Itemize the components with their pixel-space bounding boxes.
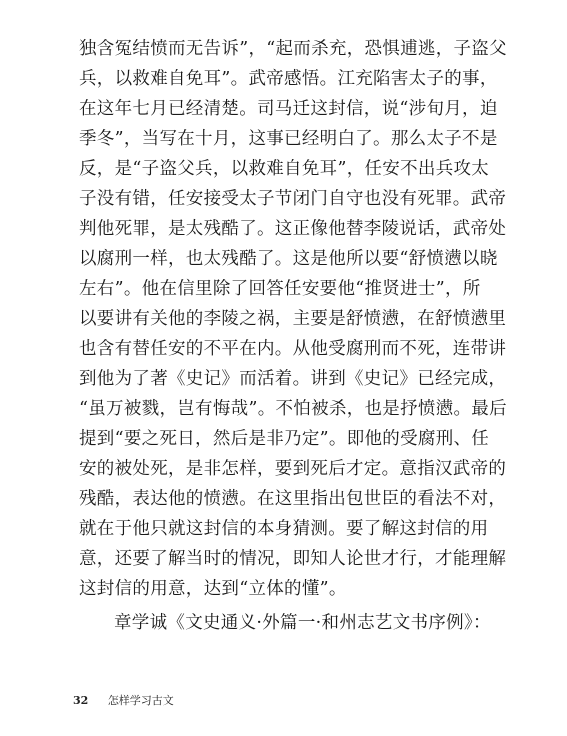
text-line: 这封信的用意，达到“立体的懂”。 bbox=[79, 579, 347, 599]
text-line: 到他为了著《史记》而活着。讲到《史记》已经完成， bbox=[79, 369, 507, 389]
page-footer bbox=[73, 692, 174, 708]
text-line: 左右”。他在信里除了回答任安要他“推贤进士”，所 bbox=[79, 279, 481, 299]
body-text bbox=[79, 34, 507, 638]
page-number: 32 bbox=[73, 694, 89, 707]
text-line: 以腐刑一样，也太残酷了。这是他所以要“舒愤懑以晓 bbox=[79, 249, 498, 269]
text-line: 就在于他只就这封信的本身猜测。要了解这封信的用 bbox=[79, 519, 489, 539]
text-line: 在这年七月已经清楚。司马迁这封信，说“涉旬月，迫 bbox=[79, 99, 498, 119]
paragraph-start: 章学诚《文史通义·外篇一·和州志艺文书序例》： bbox=[114, 613, 491, 633]
text-line: 安的被处死，是非怎样，要到死后才定。意指汉武帝的 bbox=[79, 459, 507, 479]
text-line: 判他死罪，是太残酷了。这正像他替李陵说话，武帝处 bbox=[79, 219, 507, 239]
text-line: 意，还要了解当时的情况，即知人论世才行，才能理解 bbox=[79, 549, 507, 569]
text-line: 以要讲有关他的李陵之祸，主要是舒愤懑，在舒愤懑里 bbox=[79, 309, 507, 329]
text-line: “虽万被戮，岂有悔哉”。不怕被杀，也是抒愤懑。最后 bbox=[79, 399, 507, 419]
text-line: 提到“要之死日，然后是非乃定”。即他的受腐刑、任 bbox=[79, 429, 490, 449]
text-line: 也含有替任安的不平在内。从他受腐刑而不死，连带讲 bbox=[79, 339, 507, 359]
running-title: 怎样学习古文 bbox=[107, 694, 174, 707]
text-line: 残酷，表达他的愤懑。在这里指出包世臣的看法不对， bbox=[79, 489, 507, 509]
text-line: 反，是“子盗父兵，以救难自免耳”，任安不出兵攻太 bbox=[79, 159, 490, 179]
text-line: 子没有错，任安接受太子节闭门自守也没有死罪。武帝 bbox=[79, 189, 507, 209]
text-line: 独含冤结愤而无告诉”，“起而杀充，恐惧逋逃，子盗父 bbox=[79, 39, 507, 59]
text-line: 兵，以救难自免耳”。武帝感悟。江充陷害太子的事， bbox=[79, 69, 498, 89]
text-line: 季冬”，当写在十月，这事已经明白了。那么太子不是 bbox=[79, 129, 498, 149]
